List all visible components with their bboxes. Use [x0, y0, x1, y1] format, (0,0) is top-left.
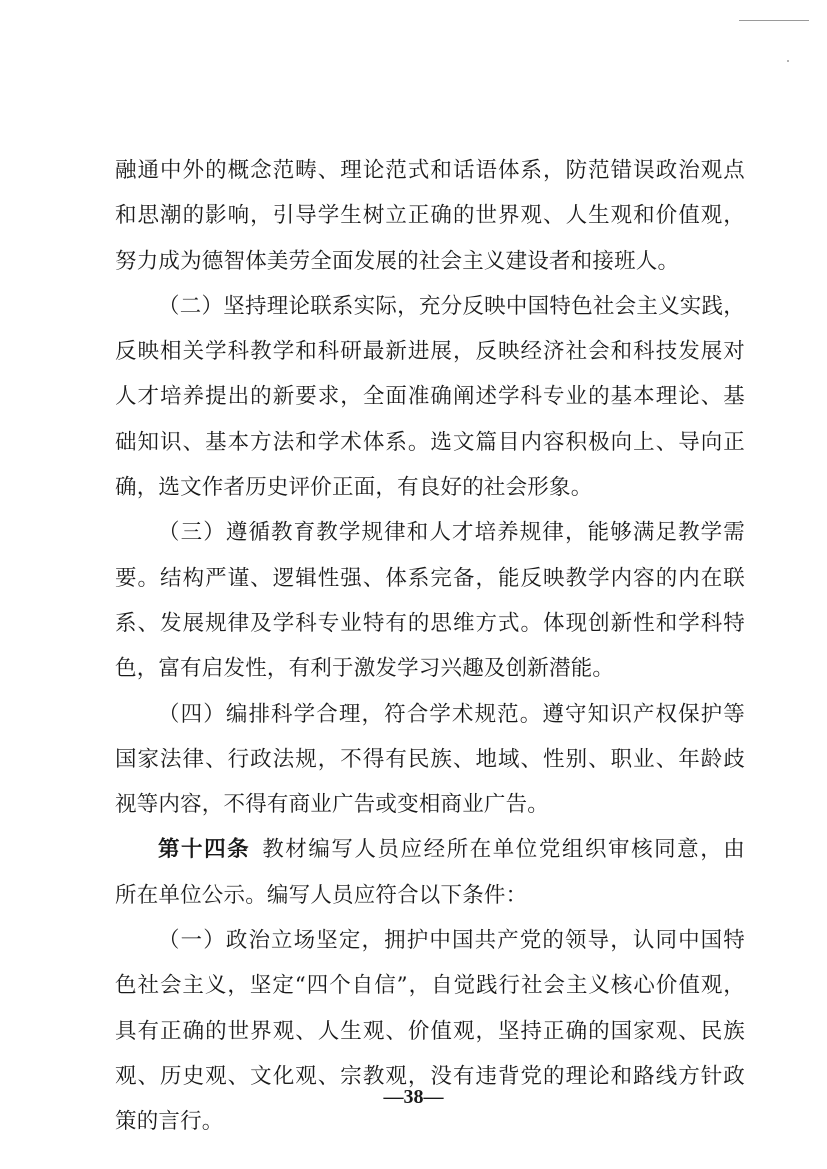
text-line: 确，选文作者历史评价正面，有良好的社会形象。 [115, 475, 593, 501]
scan-mark-line [739, 20, 809, 21]
text-line: 反映相关学科教学和科研最新进展，反映经济社会和科技发展对 [115, 339, 745, 365]
paragraph-item-2 [115, 284, 745, 510]
paragraph-item-3 [115, 510, 745, 691]
text-line: （三）遵循教育教学规律和人才培养规律，能够满足教学需 [158, 520, 745, 546]
article-label: 第十四条 [158, 837, 251, 863]
text-line: 策的言行。 [115, 1109, 224, 1135]
paragraph-continuation [115, 148, 745, 284]
text-line: 国家法律、行政法规，不得有民族、地域、性别、职业、年龄歧 [115, 746, 745, 772]
text-line: 融通中外的概念范畴、理论范式和话语体系，防范错误政治观点 [115, 158, 745, 183]
text-line: （二）坚持理论联系实际，充分反映中国特色社会主义实践， [158, 293, 745, 319]
text-line: 和思潮的影响，引导学生树立正确的世界观、人生观和价值观， [115, 203, 745, 229]
article-first-line-text: 教材编写人员应经所在单位党组织审核同意，由 [262, 837, 745, 863]
paragraph-item-1-conditions [115, 918, 745, 1144]
text-line: 系、发展规律及学科专业特有的思维方式。体现创新性和学科特 [115, 610, 745, 636]
text-line: （一）政治立场坚定，拥护中国共产党的领导，认同中国特 [158, 928, 745, 954]
text-line: 观、历史观、文化观、宗教观，没有违背党的理论和路线方针政 [115, 1063, 745, 1089]
article-first-line [115, 827, 745, 872]
text-line: 所在单位公示。编写人员应符合以下条件： [115, 882, 528, 908]
text-line: 要。结构严谨、逻辑性强、体系完备，能反映教学内容的内在联 [115, 565, 745, 591]
text-line: 色社会主义，坚定“四个自信”，自觉践行社会主义核心价值观， [115, 973, 745, 999]
text-line: 具有正确的世界观、人生观、价值观，坚持正确的国家观、民族 [115, 1018, 745, 1044]
text-line: 色，富有启发性，有利于激发学习兴趣及创新潜能。 [115, 656, 615, 682]
text-line: （四）编排科学合理，符合学术规范。遵守知识产权保护等 [158, 701, 745, 727]
article-14 [115, 827, 745, 918]
page-number: —38— [383, 1086, 444, 1108]
text-line: 视等内容，不得有商业广告或变相商业广告。 [115, 792, 550, 818]
text-line: 础知识、基本方法和学术体系。选文篇目内容积极向上、导向正 [115, 429, 745, 455]
text-line: 努力成为德智体美劳全面发展的社会主义建设者和接班人。 [115, 248, 680, 274]
scan-dot [787, 60, 789, 62]
text-line: 人才培养提出的新要求，全面准确阐述学科专业的基本理论、基 [115, 384, 745, 410]
body-text [115, 148, 745, 1145]
paragraph-item-4 [115, 692, 745, 828]
